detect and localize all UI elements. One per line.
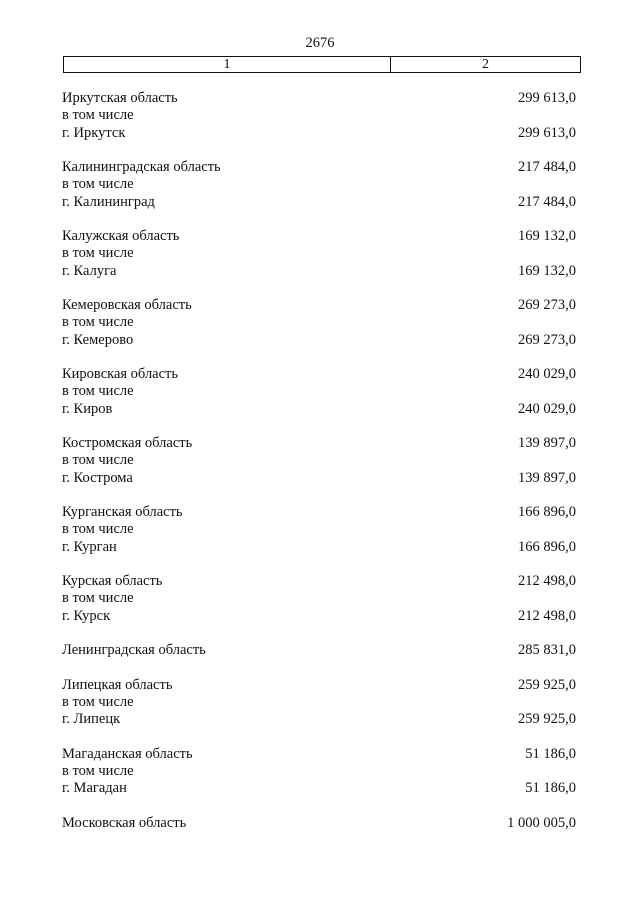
region-row <box>62 573 576 590</box>
including-label: в том числе <box>62 107 134 124</box>
including-label: в том числе <box>62 590 134 607</box>
region-label: Ленинградская область <box>62 642 206 658</box>
city-value: 212 498,0 <box>518 607 576 624</box>
city-value: 240 029,0 <box>518 400 576 417</box>
including-row <box>62 314 576 331</box>
region-group <box>62 90 576 159</box>
region-label: Костромская область <box>62 435 193 451</box>
city-label: г. Магадан <box>62 780 127 797</box>
region-label: Калужская область <box>62 228 180 244</box>
region-row <box>62 642 576 659</box>
region-value: 166 896,0 <box>518 504 576 520</box>
region-group <box>62 677 576 746</box>
region-row <box>62 297 576 314</box>
region-row <box>62 815 576 832</box>
region-value: 217 484,0 <box>518 159 576 175</box>
city-row <box>62 194 576 211</box>
including-row <box>62 176 576 193</box>
city-row <box>62 332 576 349</box>
region-label: Липецкая область <box>62 676 173 693</box>
including-row <box>62 452 576 469</box>
city-label: г. Калуга <box>62 262 117 279</box>
city-row <box>62 711 576 728</box>
region-row <box>62 366 576 383</box>
region-list <box>62 90 576 849</box>
city-value: 259 925,0 <box>518 711 576 728</box>
including-label: в том числе <box>62 176 134 193</box>
city-label: г. Иркутск <box>62 124 126 141</box>
region-label: Калининградская область <box>62 159 221 175</box>
region-value: 259 925,0 <box>518 676 576 693</box>
city-value: 166 896,0 <box>518 538 576 555</box>
region-label: Кемеровская область <box>62 297 192 313</box>
region-group <box>62 228 576 297</box>
including-label: в том числе <box>62 452 134 469</box>
region-label: Курганская область <box>62 504 183 520</box>
including-row <box>62 590 576 607</box>
including-row <box>62 383 576 400</box>
city-row <box>62 470 576 487</box>
region-group <box>62 573 576 642</box>
region-value: 240 029,0 <box>518 366 576 382</box>
region-row <box>62 504 576 521</box>
including-row <box>62 245 576 262</box>
region-value: 51 186,0 <box>525 745 576 762</box>
column-header-table <box>63 56 581 73</box>
city-value: 217 484,0 <box>518 193 576 210</box>
region-row <box>62 228 576 245</box>
city-row <box>62 608 576 625</box>
region-group <box>62 297 576 366</box>
region-value: 1 000 005,0 <box>507 814 576 831</box>
city-row <box>62 263 576 280</box>
column-header-1: 1 <box>64 57 391 72</box>
region-group <box>62 815 576 850</box>
region-row <box>62 90 576 107</box>
city-row <box>62 401 576 418</box>
city-value: 139 897,0 <box>518 469 576 486</box>
region-group <box>62 435 576 504</box>
region-label: Кировская область <box>62 366 179 382</box>
city-label: г. Киров <box>62 400 113 417</box>
region-label: Московская область <box>62 814 187 831</box>
including-label: в том числе <box>62 314 134 331</box>
including-label: в том числе <box>62 521 134 538</box>
region-label: Магаданская область <box>62 745 193 762</box>
region-value: 269 273,0 <box>518 297 576 313</box>
city-value: 269 273,0 <box>518 331 576 348</box>
city-label: г. Кемерово <box>62 331 134 348</box>
region-value: 169 132,0 <box>518 228 576 244</box>
region-group <box>62 159 576 228</box>
city-value: 51 186,0 <box>525 780 576 797</box>
including-row <box>62 107 576 124</box>
region-row <box>62 746 576 763</box>
city-value: 299 613,0 <box>518 124 576 141</box>
city-label: г. Кострома <box>62 469 133 486</box>
region-group <box>62 366 576 435</box>
column-header-2: 2 <box>482 57 489 72</box>
region-row <box>62 677 576 694</box>
city-value: 169 132,0 <box>518 262 576 279</box>
city-label: г. Калининград <box>62 193 155 210</box>
region-value: 285 831,0 <box>518 642 576 658</box>
region-group <box>62 746 576 815</box>
including-label: в том числе <box>62 245 134 262</box>
region-row <box>62 159 576 176</box>
region-value: 139 897,0 <box>518 435 576 451</box>
region-value: 212 498,0 <box>518 573 576 589</box>
city-label: г. Курган <box>62 538 117 555</box>
region-label: Курская область <box>62 573 163 589</box>
region-label: Иркутская область <box>62 90 178 106</box>
page-number: 2676 <box>305 35 335 51</box>
city-label: г. Курск <box>62 607 111 624</box>
region-row <box>62 435 576 452</box>
including-label: в том числе <box>62 693 134 710</box>
city-row <box>62 780 576 797</box>
including-label: в том числе <box>62 383 134 400</box>
region-group <box>62 642 576 677</box>
city-row <box>62 539 576 556</box>
including-label: в том числе <box>62 762 134 779</box>
city-label: г. Липецк <box>62 711 121 728</box>
city-row <box>62 125 576 142</box>
including-row <box>62 521 576 538</box>
region-group <box>62 504 576 573</box>
including-row <box>62 694 576 711</box>
region-value: 299 613,0 <box>518 90 576 106</box>
including-row <box>62 763 576 780</box>
